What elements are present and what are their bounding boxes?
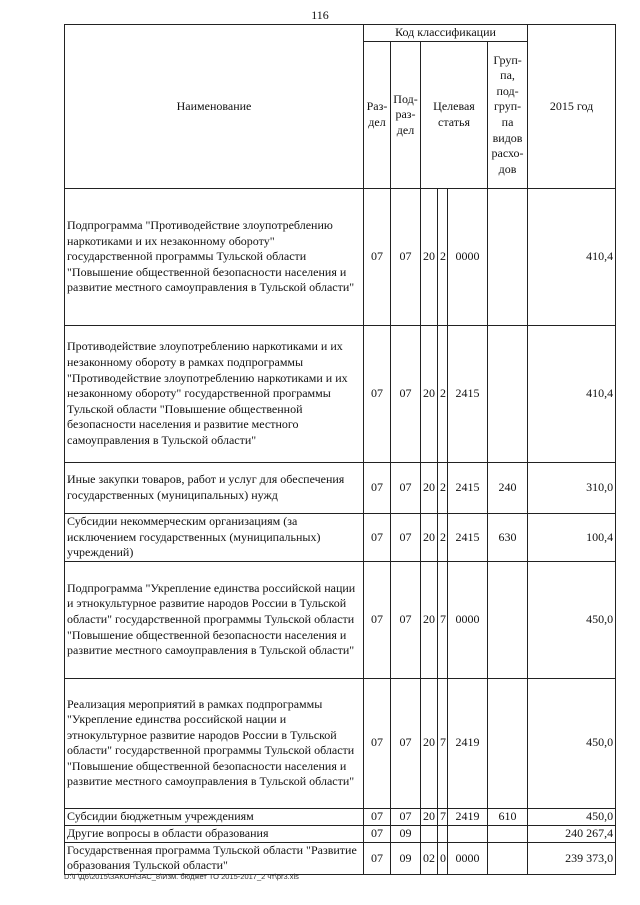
row-amount: 450,0 <box>528 678 616 808</box>
row-target-code: 0000 <box>448 189 488 326</box>
row-name: Другие вопросы в области образования <box>65 825 364 842</box>
row-subsection: 07 <box>391 463 421 514</box>
row-amount: 450,0 <box>528 808 616 825</box>
row-section: 07 <box>364 189 391 326</box>
row-target-code: 2419 <box>448 678 488 808</box>
row-expense-group <box>488 678 528 808</box>
row-target-subprogram: 7 <box>438 561 448 678</box>
table-row <box>65 189 616 326</box>
header-name: Наименование <box>65 25 364 189</box>
row-target-program <box>421 825 438 842</box>
row-subsection: 07 <box>391 514 421 562</box>
row-target-code: 2419 <box>448 808 488 825</box>
row-target-subprogram: 2 <box>438 326 448 463</box>
table-row <box>65 463 616 514</box>
row-target-program: 20 <box>421 189 438 326</box>
row-target-program: 20 <box>421 561 438 678</box>
row-expense-group <box>488 561 528 678</box>
row-target-subprogram <box>438 825 448 842</box>
budget-table <box>64 24 616 875</box>
row-target-subprogram: 7 <box>438 678 448 808</box>
row-name: Государственная программа Тульской области "Развитие образования Тульской области" <box>65 842 364 874</box>
header-expense-group: Груп- па, под- груп- па видов расхо- дов <box>488 42 528 189</box>
header-code: Код классификации <box>364 25 528 42</box>
row-subsection: 07 <box>391 678 421 808</box>
row-target-program: 20 <box>421 326 438 463</box>
table-row <box>65 808 616 825</box>
row-target-code: 0000 <box>448 842 488 874</box>
row-section: 07 <box>364 808 391 825</box>
row-target-program: 20 <box>421 514 438 562</box>
row-name: Подпрограмма "Укрепление единства российской нации и этнокультурное развитие народов России в Тульской области" государственной программы Тульской области "Повышение общественной безопасности населения и развитие местного самоуправления в Тульской области" <box>65 561 364 678</box>
row-target-program: 20 <box>421 463 438 514</box>
row-target-code: 2415 <box>448 514 488 562</box>
row-subsection: 09 <box>391 842 421 874</box>
table-row <box>65 514 616 562</box>
row-amount: 310,0 <box>528 463 616 514</box>
row-target-code: 0000 <box>448 561 488 678</box>
row-subsection: 07 <box>391 326 421 463</box>
row-section: 07 <box>364 561 391 678</box>
row-expense-group: 610 <box>488 808 528 825</box>
table-row <box>65 326 616 463</box>
header-section: Раз- дел <box>364 42 391 189</box>
header-target: Целевая статья <box>421 42 488 189</box>
file-path-footer: D:\Г\Д6\2015\ЗАКОН\ЗАС_8\Изм. бюджет ТО 2015-2017_2 чт\pr3.xls <box>64 872 299 881</box>
row-name: Подпрограмма "Противодействие злоупотреблению наркотиками и их незаконному обороту" государственной программы Тульской области "Повышение общественной безопасности населения и развитие местного самоуправления в Тульской области" <box>65 189 364 326</box>
row-amount: 240 267,4 <box>528 825 616 842</box>
row-section: 07 <box>364 514 391 562</box>
row-target-program: 20 <box>421 678 438 808</box>
row-section: 07 <box>364 326 391 463</box>
row-target-subprogram: 2 <box>438 463 448 514</box>
row-amount: 410,4 <box>528 189 616 326</box>
table-row <box>65 825 616 842</box>
row-target-code <box>448 825 488 842</box>
row-section: 07 <box>364 463 391 514</box>
row-target-subprogram: 2 <box>438 189 448 326</box>
row-expense-group <box>488 326 528 463</box>
table-row <box>65 842 616 874</box>
row-expense-group: 630 <box>488 514 528 562</box>
row-expense-group <box>488 842 528 874</box>
row-section: 07 <box>364 842 391 874</box>
page-number: 116 <box>311 8 329 22</box>
row-name: Противодействие злоупотреблению наркотиками и их незаконному обороту в рамках подпрограммы "Противодействие злоупотреблению наркотиками и их незаконному обороту" государственной программы Тульской области "Повышение общественной безопасности населения и развитие местного самоуправления в Тульской области" <box>65 326 364 463</box>
row-section: 07 <box>364 825 391 842</box>
row-amount: 410,4 <box>528 326 616 463</box>
row-subsection: 09 <box>391 825 421 842</box>
row-target-program: 02 <box>421 842 438 874</box>
row-section: 07 <box>364 678 391 808</box>
row-target-program: 20 <box>421 808 438 825</box>
row-target-subprogram: 7 <box>438 808 448 825</box>
row-amount: 450,0 <box>528 561 616 678</box>
header-subsection: Под- раз- дел <box>391 42 421 189</box>
row-name: Субсидии бюджетным учреждениям <box>65 808 364 825</box>
row-target-code: 2415 <box>448 326 488 463</box>
row-amount: 239 373,0 <box>528 842 616 874</box>
row-target-code: 2415 <box>448 463 488 514</box>
row-name: Иные закупки товаров, работ и услуг для обеспечения государственных (муниципальных) нужд <box>65 463 364 514</box>
row-subsection: 07 <box>391 561 421 678</box>
row-target-subprogram: 0 <box>438 842 448 874</box>
table-row <box>65 678 616 808</box>
row-name: Реализация мероприятий в рамках подпрограммы "Укрепление единства российской нации и этнокультурное развитие народов России в Тульской области" государственной программы Тульской области "Повышение общественной безопасности населения и развитие местного самоуправления в Тульской области" <box>65 678 364 808</box>
row-amount: 100,4 <box>528 514 616 562</box>
row-subsection: 07 <box>391 189 421 326</box>
table-row <box>65 561 616 678</box>
header-year: 2015 год <box>528 25 616 189</box>
row-name: Субсидии некоммерческим организациям (за исключением государственных (муниципальных) учреждений) <box>65 514 364 562</box>
row-expense-group: 240 <box>488 463 528 514</box>
row-target-subprogram: 2 <box>438 514 448 562</box>
row-subsection: 07 <box>391 808 421 825</box>
row-expense-group <box>488 189 528 326</box>
row-expense-group <box>488 825 528 842</box>
